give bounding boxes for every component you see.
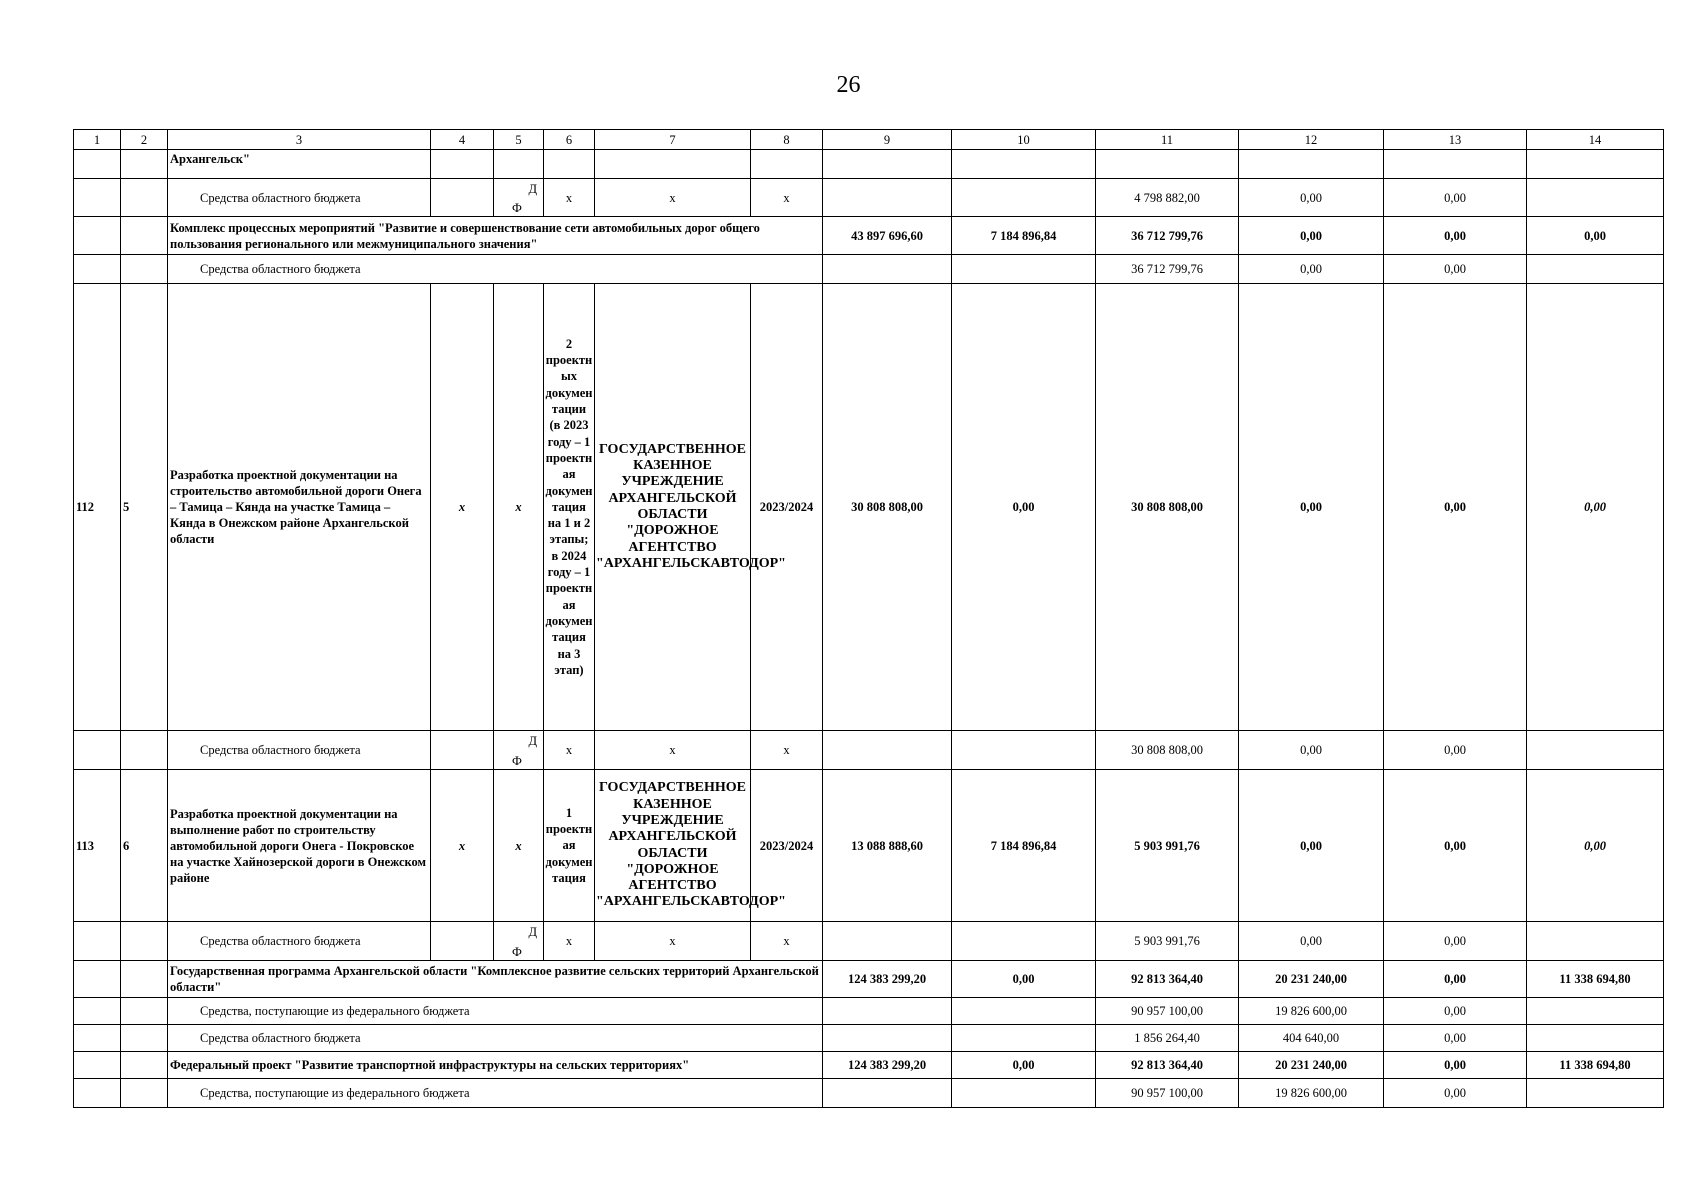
- col-header: 5: [494, 130, 544, 150]
- row-title: Комплекс процессных мероприятий "Развитие и совершенствование сети автомобильных дорог общего пользования регионального или межмуниципального значения": [168, 217, 823, 255]
- col-header: 9: [823, 130, 952, 150]
- table-row: Комплекс процессных мероприятий "Развитие и совершенствование сети автомобильных дорог общего пользования регионального или межмуниципального значения" 43 897 696,60 7 184 896,84 36 712 799,76 0,00 0,00 0,00: [74, 217, 1664, 255]
- page-number: 26: [836, 72, 861, 98]
- col-header: 13: [1384, 130, 1527, 150]
- row-title: Федеральный проект "Развитие транспортной инфраструктуры на сельских территориях": [168, 1052, 823, 1079]
- budget-table: [73, 129, 1664, 1108]
- funding-source: Средства областного бюджета: [168, 1025, 823, 1052]
- col-header: 12: [1239, 130, 1384, 150]
- funding-source: Средства областного бюджета: [168, 179, 431, 217]
- funding-source: Средства областного бюджета: [168, 731, 431, 770]
- table-row: 112 5 Разработка проектной документации на строительство автомобильной дороги Онега – Тамица – Кянда на участке Тамица – Кянда в Онежском районе Архангельской области х х 2 проектных документации (в 2023 году – 1 проектная документация на 1 и 2 этапы; в 2024 году – 1 проектная документация на 3 этап) ГОСУДАРСТВЕННОЕ КАЗЕННОЕ УЧРЕЖДЕНИЕ АРХАНГЕЛЬСКОЙ ОБЛАСТИ "ДОРОЖНОЕ АГЕНТСТВО "АРХАНГЕЛЬСКАВТОДОР" 2023/2024 30 808 808,00 0,00 30 808 808,00 0,00 0,00 0,00: [74, 284, 1664, 731]
- table-row: Государственная программа Архангельской области "Комплексное развитие сельских территорий Архангельской области" 124 383 299,20 0,00 92 813 364,40 20 231 240,00 0,00 11 338 694,80: [74, 961, 1664, 998]
- table-row: Средства, поступающие из федерального бюджета 90 957 100,00 19 826 600,00 0,00: [74, 1079, 1664, 1108]
- table-row: Средства областного бюджета Д Ф х х х 30 808 808,00 0,00 0,00: [74, 731, 1664, 770]
- col-header: 7: [595, 130, 751, 150]
- header-row: [74, 130, 1664, 150]
- col-header: 1: [74, 130, 121, 150]
- row-title: Разработка проектной документации на строительство автомобильной дороги Онега – Тамица – Кянда на участке Тамица – Кянда в Онежском районе Архангельской области: [168, 284, 431, 731]
- col-header: 14: [1527, 130, 1664, 150]
- col-header: 8: [751, 130, 823, 150]
- row-title: Архангельск": [168, 150, 431, 179]
- table-row: 113 6 Разработка проектной документации на выполнение работ по строительству автомобильной дороги Онега - Покровское на участке Хайнозерской дороги в Онежском районе х х 1 проектная документация ГОСУДАРСТВЕННОЕ КАЗЕННОЕ УЧРЕЖДЕНИЕ АРХАНГЕЛЬСКОЙ ОБЛАСТИ "ДОРОЖНОЕ АГЕНТСТВО "АРХАНГЕЛЬСКАВТОДОР" 2023/2024 13 088 888,60 7 184 896,84 5 903 991,76 0,00 0,00 0,00: [74, 770, 1664, 922]
- table-row: [74, 150, 1664, 179]
- table-row: Средства областного бюджета 36 712 799,76 0,00 0,00: [74, 255, 1664, 284]
- row-title: Государственная программа Архангельской области "Комплексное развитие сельских территорий Архангельской области": [168, 961, 823, 998]
- col-header: 3: [168, 130, 431, 150]
- funding-source: Средства областного бюджета: [168, 255, 823, 284]
- col-header: 2: [121, 130, 168, 150]
- col-header: 6: [544, 130, 595, 150]
- col-header: 10: [952, 130, 1096, 150]
- funding-source: Средства областного бюджета: [168, 922, 431, 961]
- funding-source: Средства, поступающие из федерального бюджета: [168, 998, 823, 1025]
- row-title: Разработка проектной документации на выполнение работ по строительству автомобильной дороги Онега - Покровское на участке Хайнозерской дороги в Онежском районе: [168, 770, 431, 922]
- col-header: 4: [431, 130, 494, 150]
- col-header: 11: [1096, 130, 1239, 150]
- funding-source: Средства, поступающие из федерального бюджета: [168, 1079, 823, 1108]
- table-row: Средства областного бюджета Д Ф х х х 5 903 991,76 0,00 0,00: [74, 922, 1664, 961]
- table-row: Средства областного бюджета 1 856 264,40 404 640,00 0,00: [74, 1025, 1664, 1052]
- table-row: Средства, поступающие из федерального бюджета 90 957 100,00 19 826 600,00 0,00: [74, 998, 1664, 1025]
- table-row: Средства областного бюджета Д Ф х х х 4 798 882,00 0,00 0,00: [74, 179, 1664, 217]
- table-row: Федеральный проект "Развитие транспортной инфраструктуры на сельских территориях" 124 383 299,20 0,00 92 813 364,40 20 231 240,00 0,00 11 338 694,80: [74, 1052, 1664, 1079]
